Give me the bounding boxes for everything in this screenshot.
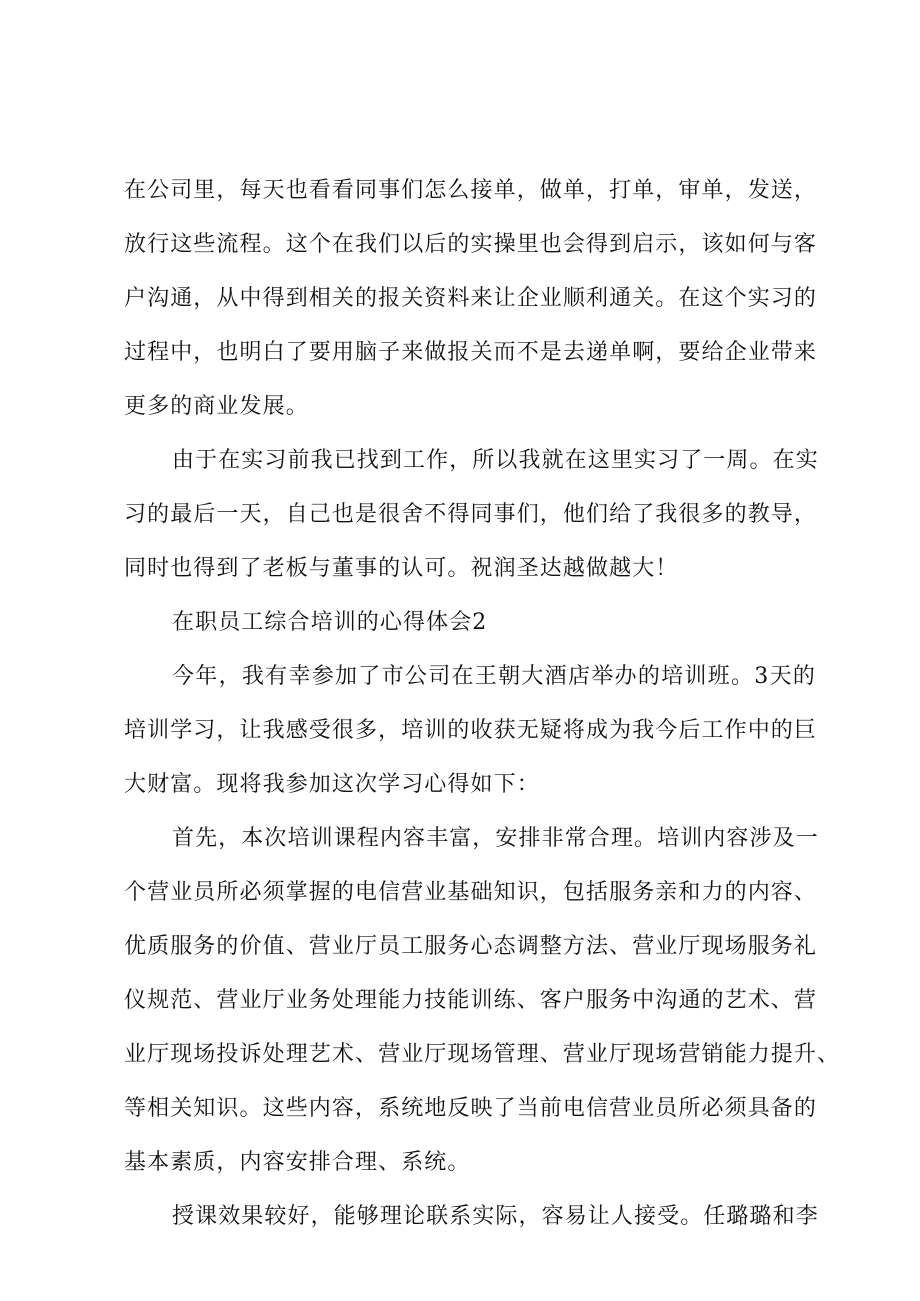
text-line: 今年，我有幸参加了市公司在王朝大酒店举办的培训班。3天的 — [172, 664, 816, 689]
text-line: 更多的商业发展。 — [124, 394, 309, 419]
paragraph — [124, 1190, 819, 1244]
text-line: 习的最后一天，自己也是很舍不得同事们，他们给了我很多的教导， — [124, 502, 818, 527]
text-line: 仪规范、营业厅业务处理能力技能训练、客户服务中沟通的艺术、营 — [124, 988, 818, 1013]
paragraph — [124, 434, 819, 596]
heading-text: 在职员工综合培训的心得体会2 — [172, 610, 488, 635]
text-line: 户沟通，从中得到相关的报关资料来让企业顺利通关。在这个实习的 — [124, 286, 818, 311]
paragraph — [124, 650, 816, 812]
text-line: 业厅现场投诉处理艺术、营业厅现场管理、营业厅现场营销能力提升、 — [124, 1042, 841, 1067]
text-line: 等相关知识。这些内容，系统地反映了当前电信营业员所必须具备的 — [124, 1096, 818, 1121]
text-line: 在公司里，每天也看看同事们怎么接单，做单，打单，审单，发送， — [124, 178, 818, 203]
document-body — [124, 164, 841, 1244]
text-line: 授课效果较好，能够理论联系实际，容易让人接受。任璐璐和李 — [172, 1204, 819, 1229]
text-line: 由于在实习前我已找到工作，所以我就在这里实习了一周。在实 — [172, 448, 819, 473]
text-line: 基本素质，内容安排合理、系统。 — [124, 1150, 471, 1175]
text-line: 个营业员所必须掌握的电信营业基础知识，包括服务亲和力的内容、 — [124, 880, 818, 905]
paragraph — [124, 164, 816, 434]
text-line: 大财富。现将我参加这次学习心得如下： — [124, 772, 540, 797]
paragraph — [124, 812, 841, 1190]
text-line: 优质服务的价值、营业厅员工服务心态调整方法、营业厅现场服务礼 — [124, 934, 818, 959]
text-line: 过程中，也明白了要用脑子来做报关而不是去递单啊，要给企业带来 — [124, 340, 818, 365]
text-line: 放行这些流程。这个在我们以后的实操里也会得到启示，该如何与客 — [124, 232, 818, 257]
text-line: 培训学习，让我感受很多，培训的收获无疑将成为我今后工作中的巨 — [124, 718, 818, 743]
text-line: 同时也得到了老板与董事的认可。祝润圣达越做越大！ — [124, 556, 679, 581]
text-line: 首先，本次培训课程内容丰富，安排非常合理。培训内容涉及一 — [172, 826, 819, 851]
section-heading — [124, 596, 816, 650]
